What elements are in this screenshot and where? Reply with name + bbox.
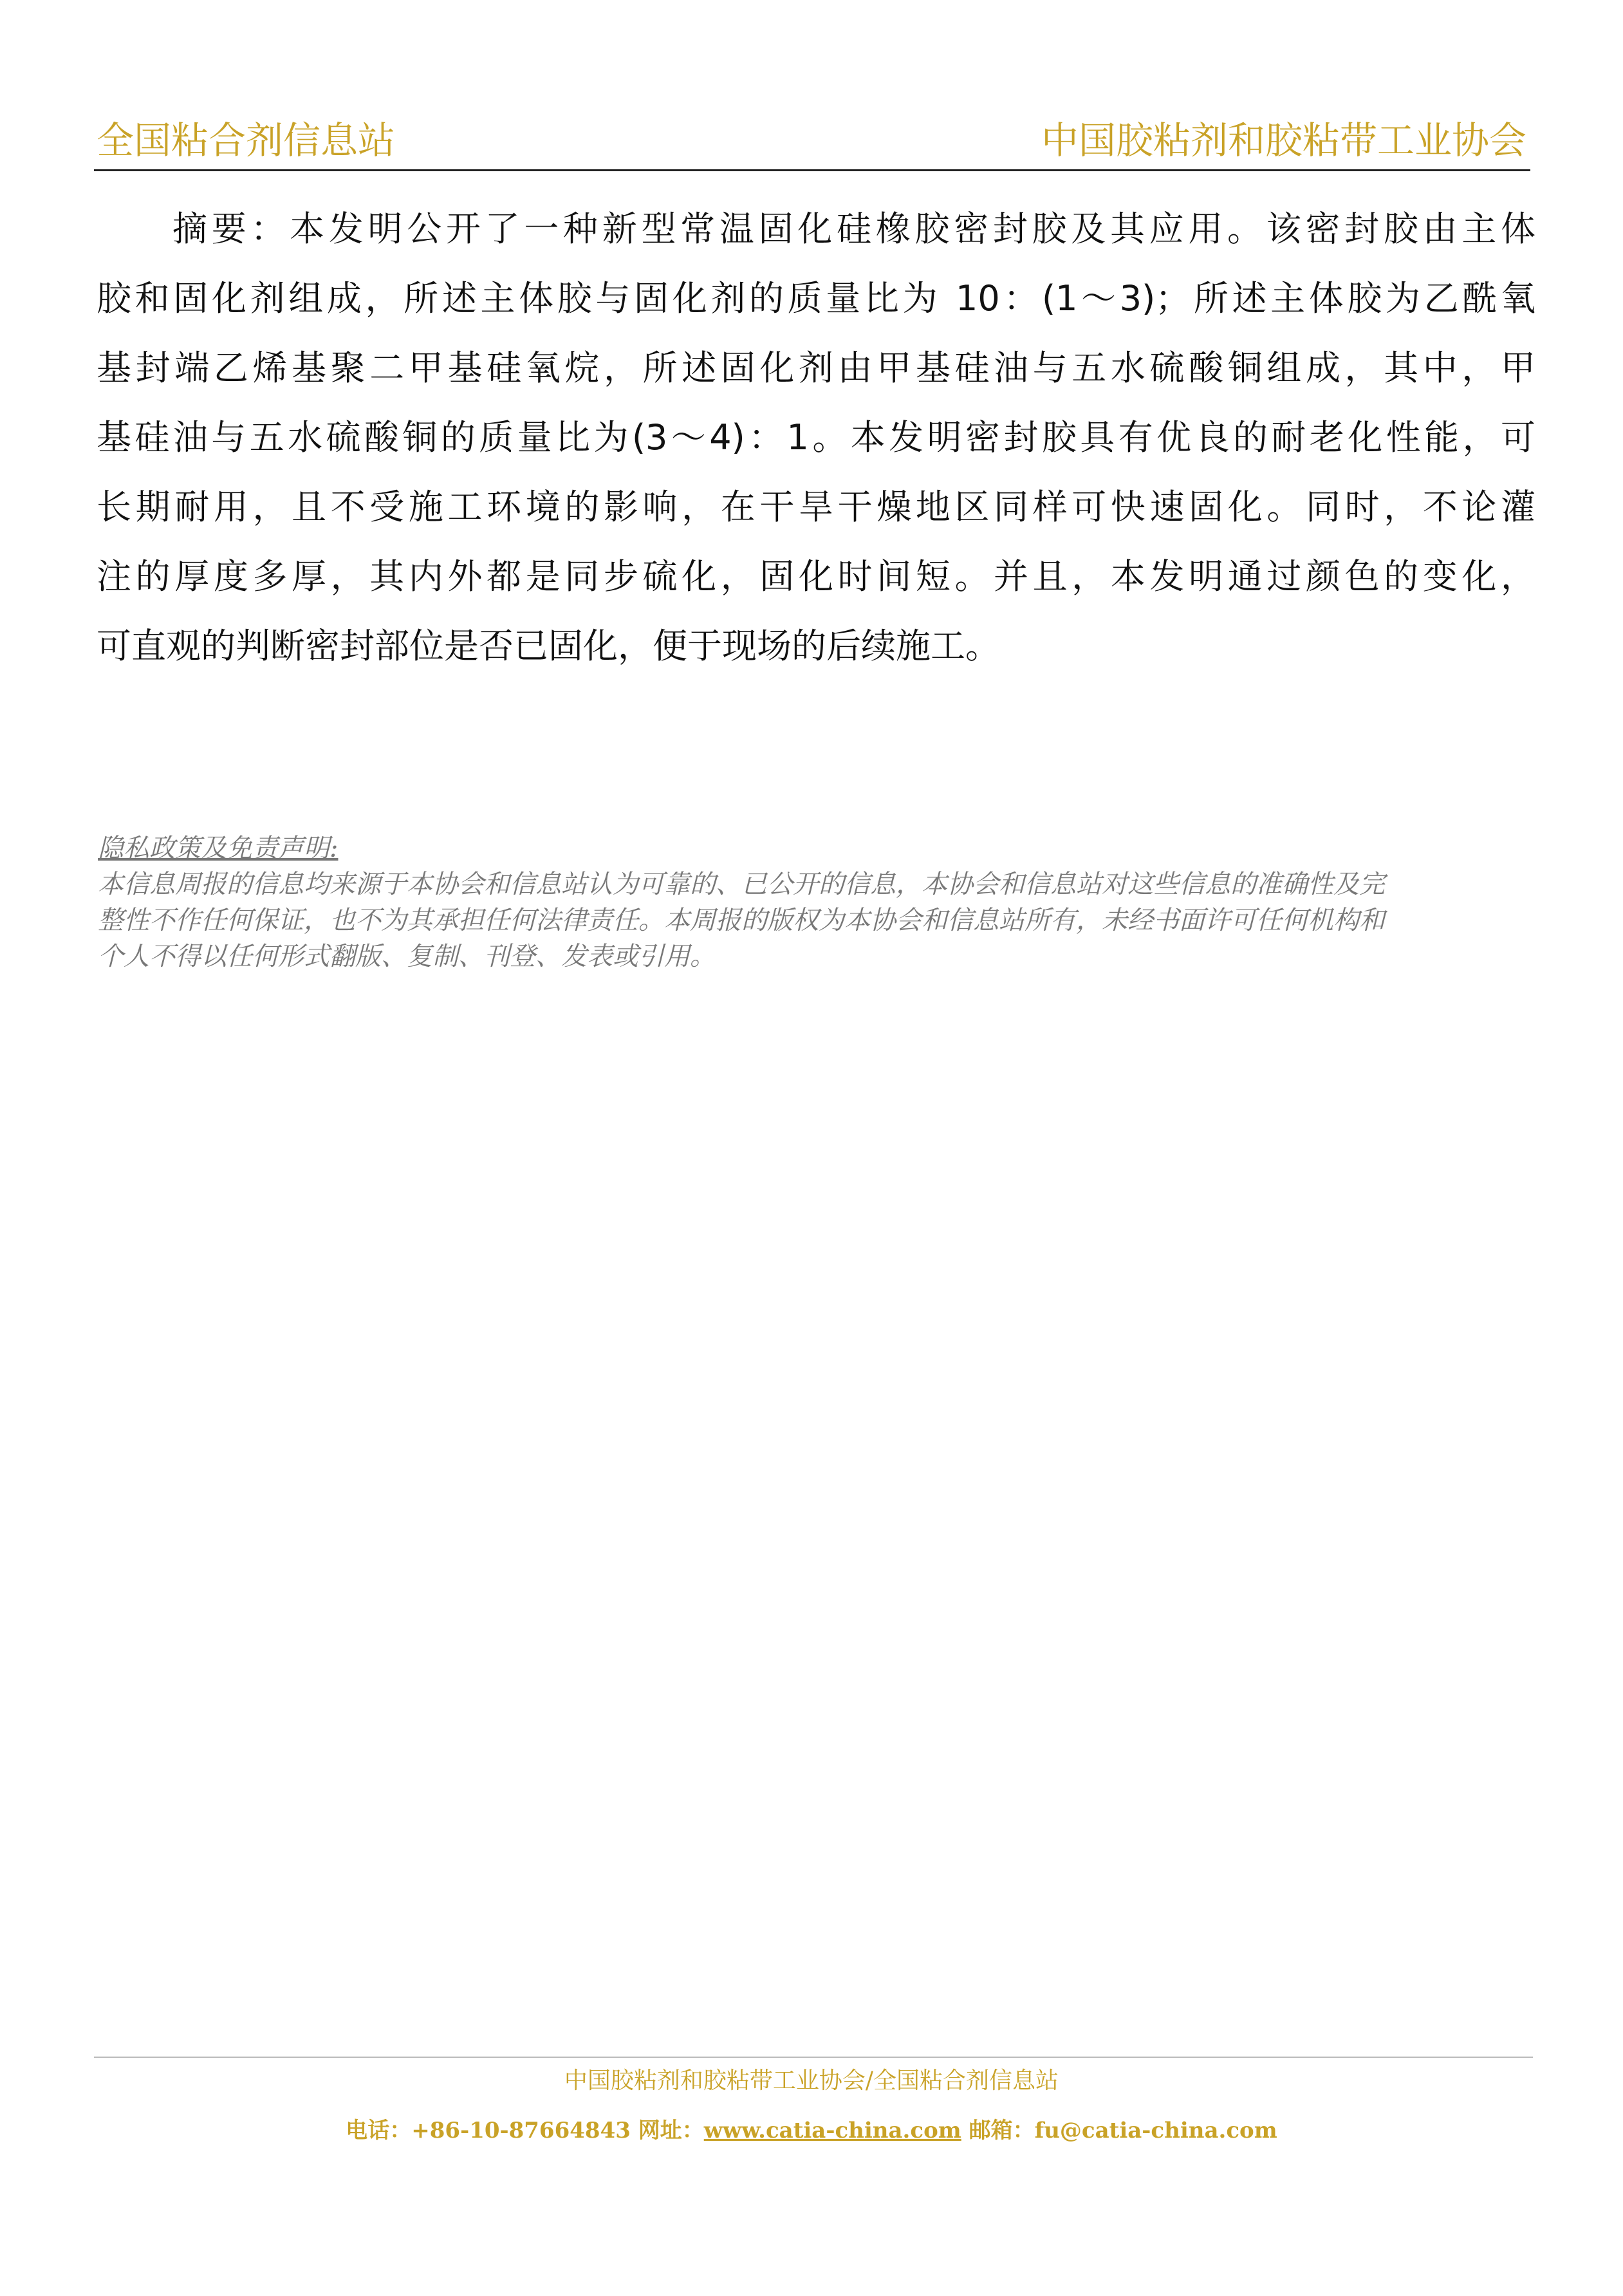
footer-phone: +86-10-87664843 <box>411 2118 631 2143</box>
header-association-name: 中国胶粘剂和胶粘带工业协会 <box>1041 118 1526 162</box>
disclaimer-line: 个人不得以任何形式翻版、复制、刊登、发表或引用。 <box>98 942 716 971</box>
footer-contact-line <box>0 2113 1623 2149</box>
page-header <box>97 115 1526 166</box>
disclaimer-title-colon: : <box>329 834 339 863</box>
abstract-paragraph <box>97 194 1535 681</box>
abstract-line: 摘要：本发明公开了一种新型常温固化硅橡胶密封胶及其应用。该密封胶由主体 <box>172 209 1535 249</box>
header-divider <box>94 169 1530 171</box>
footer-website-link[interactable]: www.catia-china.com <box>703 2118 961 2143</box>
abstract-line: 基硅油与五水硫酸铜的质量比为(3～4)：1。本发明密封胶具有优良的耐老化性能，可 <box>97 417 1535 458</box>
abstract-line: 可直观的判断密封部位是否已固化，便于现场的后续施工。 <box>97 626 1000 666</box>
footer-divider <box>94 2057 1533 2058</box>
header-site-name: 全国粘合剂信息站 <box>97 118 396 162</box>
footer-site-label: 网址： <box>630 2118 704 2143</box>
abstract-line: 注的厚度多厚，其内外都是同步硫化，固化时间短。并且，本发明通过颜色的变化， <box>97 556 1535 597</box>
footer-organization: 中国胶粘剂和胶粘带工业协会/全国粘合剂信息站 <box>564 2067 1059 2094</box>
abstract-line: 长期耐用，且不受施工环境的影响，在干旱干燥地区同样可快速固化。同时，不论灌 <box>97 487 1535 527</box>
disclaimer-block <box>98 830 1539 975</box>
abstract-line: 胶和固化剂组成，所述主体胶与固化剂的质量比为 10：(1～3)；所述主体胶为乙酰氧 <box>97 278 1535 319</box>
footer-email-label: 邮箱： <box>961 2118 1035 2143</box>
footer-email[interactable]: fu@catia-china.com <box>1034 2118 1277 2143</box>
disclaimer-line: 整性不作任何保证，也不为其承担任何法律责任。本周报的版权为本协会和信息站所有，未经书面许可任何机构和 <box>98 906 1385 935</box>
disclaimer-line: 本信息周报的信息均来源于本协会和信息站认为可靠的、已公开的信息，本协会和信息站对这些信息的准确性及完 <box>98 870 1385 899</box>
footer-phone-label: 电话： <box>346 2118 412 2143</box>
disclaimer-title <box>98 830 1539 866</box>
abstract-line: 基封端乙烯基聚二甲基硅氧烷，所述固化剂由甲基硅油与五水硫酸铜组成，其中，甲 <box>97 348 1535 388</box>
disclaimer-title-text: 隐私政策及免责声明 <box>98 834 329 863</box>
